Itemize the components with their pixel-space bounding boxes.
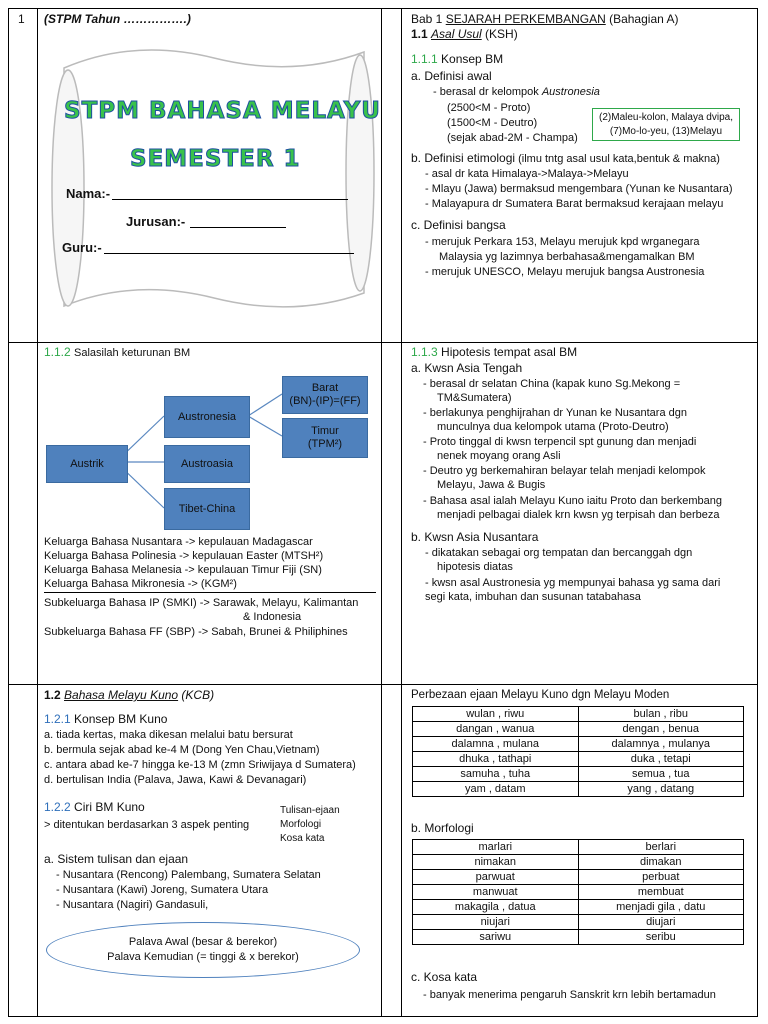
- moden-cell: bulan , ribu: [578, 707, 744, 722]
- moden-cell: berlari: [578, 840, 744, 855]
- section-title: Hipotesis tempat asal BM: [441, 345, 578, 359]
- section-1-1-2-heading: [44, 345, 190, 361]
- definisi-awal-line: (1500<M - Deutro): [447, 117, 538, 129]
- asia-tengah-line: Melayu, Jawa & Bugis: [437, 479, 546, 491]
- divider: [44, 592, 376, 593]
- grid-line: [8, 8, 758, 9]
- section-number: 1.2.1: [44, 712, 75, 726]
- etimologi-line: - asal dr kata Himalaya->Malaya->Melayu: [425, 168, 629, 180]
- section-1-1-1-heading: [411, 52, 503, 67]
- nama-line: [112, 199, 348, 200]
- jurusan-label: Jurusan:-: [126, 214, 186, 229]
- keluarga-line: Keluarga Bahasa Melanesia -> kepulauan Timur Fiji (SN): [44, 564, 322, 576]
- asia-nusantara-line: segi kata, imbuhan dan susunan tatabahasa: [425, 591, 641, 603]
- section-number: 1.2: [44, 688, 65, 702]
- section-number: 1.2.2: [44, 800, 75, 814]
- asia-nusantara-line: - dikatakan sebagai org tempatan dan bercanggah dgn: [425, 547, 693, 559]
- section-number: 1.1: [411, 27, 432, 41]
- node-austrik: Austrik: [46, 445, 128, 483]
- ellipse-line: Palava Kemudian (= tinggi & x berekor): [107, 951, 299, 963]
- section-title: Asal Usul: [431, 27, 482, 41]
- aspek-list: [280, 804, 340, 846]
- sistem-tulisan-line: - Nusantara (Rencong) Palembang, Sumatera Selatan: [56, 869, 321, 881]
- grid-line: [37, 8, 38, 1016]
- kuno-cell: dalamna , mulana: [413, 737, 579, 752]
- asia-tengah-line: - Deutro yg berkemahiran belayar telah menjadi kelompok: [423, 465, 706, 477]
- section-number: 1.1.3: [411, 345, 442, 359]
- sistem-tulisan-line: - Nusantara (Kawi) Joreng, Sumatera Utara: [56, 884, 269, 896]
- etimologi-line: - Mlayu (Jawa) bermaksud mengembara (Yunan ke Nusantara): [425, 183, 733, 195]
- table-row: [413, 722, 744, 737]
- kuno-cell: wulan , riwu: [413, 707, 579, 722]
- sistem-tulisan-heading: a. Sistem tulisan dan ejaan: [44, 852, 189, 866]
- cover-title: STPM BAHASA MELAYU: [64, 98, 381, 124]
- node-austroasia: Austroasia: [164, 445, 250, 483]
- palava-ellipse: [46, 922, 360, 978]
- definisi-awal-line: [433, 85, 600, 99]
- morfologi-table: [412, 839, 744, 945]
- asia-tengah-line: munculnya dua kelompok utama (Proto-Deutro): [437, 421, 669, 433]
- section-1-1-3-heading: [411, 345, 577, 360]
- asia-tengah-line: TM&Sumatera): [437, 392, 512, 404]
- table-row: [413, 782, 744, 797]
- grid-line: [381, 8, 382, 1016]
- bab-heading: [411, 12, 678, 27]
- asia-tengah-line: - berlakunya penghijrahan dr Yunan ke Nusantara dgn: [423, 407, 687, 419]
- grid-line: [8, 342, 758, 343]
- bab-suffix: (Bahagian A): [605, 12, 679, 26]
- section-suffix: (KCB): [178, 688, 215, 702]
- kuno-cell: nimakan: [413, 855, 579, 870]
- kuno-cell: yam , datam: [413, 782, 579, 797]
- definisi-awal-heading: a. Definisi awal: [411, 69, 492, 83]
- bab-title: SEJARAH PERKEMBANGAN: [445, 12, 606, 26]
- ejaan-table: [412, 706, 744, 797]
- nama-label: Nama:-: [66, 186, 111, 201]
- definisi-etimologi-heading: [411, 151, 720, 167]
- asia-nusantara-line: hipotesis diatas: [437, 561, 513, 573]
- node-timur: [282, 418, 368, 458]
- guru-line: [104, 253, 354, 254]
- grid-line: [8, 8, 9, 1016]
- grid-line: [8, 684, 758, 685]
- sistem-tulisan-line: - Nusantara (Nagiri) Gandasuli,: [56, 899, 209, 911]
- table-row: [413, 900, 744, 915]
- kuno-cell: parwuat: [413, 870, 579, 885]
- section-1-2-heading: [44, 688, 214, 703]
- text: - berasal dr kelompok: [433, 86, 542, 98]
- table-row: [413, 752, 744, 767]
- table-row: [413, 767, 744, 782]
- text: Austronesia: [541, 86, 600, 98]
- keluarga-line: Keluarga Bahasa Nusantara -> kepulauan Madagascar: [44, 536, 313, 548]
- kuno-cell: marlari: [413, 840, 579, 855]
- moden-cell: membuat: [578, 885, 744, 900]
- keluarga-line: Keluarga Bahasa Polinesia -> kepulauan Easter (MTSH²): [44, 550, 324, 562]
- asia-tengah-line: nenek moyang orang Asli: [437, 450, 561, 462]
- table-row: [413, 885, 744, 900]
- moden-cell: semua , tua: [578, 767, 744, 782]
- table-row: [413, 840, 744, 855]
- section-1-1-heading: [411, 27, 518, 42]
- kosa-kata-heading: c. Kosa kata: [411, 970, 478, 984]
- box-line: (7)Mo-lo-yeu, (13)Melayu: [609, 126, 723, 137]
- node-barat: [282, 376, 368, 414]
- node-austronesia: Austronesia: [164, 396, 250, 438]
- grid-line: [401, 8, 402, 1016]
- stpm-year: (STPM Tahun …………….): [44, 12, 191, 26]
- moden-cell: yang , datang: [578, 782, 744, 797]
- section-1-2-2-heading: [44, 800, 145, 815]
- moden-cell: menjadi gila , datu: [578, 900, 744, 915]
- asia-tengah-line: menjadi pelbagai dialek krn kwsn yg terpisah dan berbeza: [437, 509, 720, 521]
- bangsa-line: Malaysia yg lazimnya berbahasa&mengamalkan BM: [439, 251, 695, 263]
- kuno-cell: dangan , wanua: [413, 722, 579, 737]
- subkeluarga-line: & Indonesia: [243, 611, 302, 623]
- box-line: (2)Maleu-kolon, Malaya dvipa,: [599, 112, 733, 123]
- grid-line: [757, 8, 758, 1016]
- kuno-cell: niujari: [413, 915, 579, 930]
- asia-nusantara-heading: b. Kwsn Asia Nusantara: [411, 530, 539, 544]
- moden-cell: diujari: [578, 915, 744, 930]
- table-row: [413, 855, 744, 870]
- asia-nusantara-line: - kwsn asal Austronesia yg mempunyai bahasa yg sama dari: [425, 577, 721, 589]
- bangsa-line: - merujuk UNESCO, Melayu merujuk bangsa Austronesia: [425, 266, 705, 278]
- text: (TPM²): [307, 438, 343, 450]
- ellipse-line: Palava Awal (besar & berekor): [128, 936, 278, 948]
- table-row: [413, 707, 744, 722]
- table-row: [413, 870, 744, 885]
- asia-tengah-line: - berasal dr selatan China (kapak kuno Sg.Mekong =: [423, 378, 681, 390]
- section-title: Konsep BM Kuno: [74, 712, 168, 726]
- text: (ilmu tntg asal usul kata,bentuk & makna): [515, 153, 720, 165]
- asia-tengah-line: - Proto tinggal di kwsn terpencil spt gunung dan menjadi: [423, 436, 697, 448]
- aspek-item: Kosa kata: [280, 833, 325, 844]
- konsep-line: a. tiada kertas, maka dikesan melalui batu bersurat: [44, 729, 293, 741]
- table-row: [413, 737, 744, 752]
- grid-line: [8, 1016, 758, 1017]
- section-1-2-1-heading: [44, 712, 167, 727]
- text: Timur: [311, 425, 339, 437]
- moden-cell: dimakan: [578, 855, 744, 870]
- section-number: 1.1.1: [411, 52, 442, 66]
- node-tibet-china: Tibet-China: [164, 488, 250, 530]
- moden-cell: perbuat: [578, 870, 744, 885]
- subkeluarga-line: Subkeluarga Bahasa FF (SBP) -> Sabah, Brunei & Philiphines: [44, 626, 348, 638]
- bangsa-line: - merujuk Perkara 153, Melayu merujuk kpd wrganegara: [425, 236, 700, 248]
- guru-label: Guru:-: [62, 240, 102, 255]
- aspek-item: Tulisan-ejaan: [280, 805, 340, 816]
- jurusan-line: [190, 227, 286, 228]
- section-title: Salasilah keturunan BM: [74, 347, 191, 359]
- kuno-cell: manwuat: [413, 885, 579, 900]
- moden-cell: duka , tetapi: [578, 752, 744, 767]
- cover-subtitle: SEMESTER 1: [130, 146, 301, 172]
- section-title: Konsep BM: [441, 52, 504, 66]
- keluarga-line: Keluarga Bahasa Mikronesia -> (KGM²): [44, 578, 237, 590]
- perbezaan-title: Perbezaan ejaan Melayu Kuno dgn Melayu Moden: [411, 689, 670, 701]
- section-title: Bahasa Melayu Kuno: [64, 688, 179, 702]
- text: Barat: [311, 382, 339, 394]
- section-title: Ciri BM Kuno: [74, 800, 145, 814]
- definisi-awal-line: (sejak abad-2M - Champa): [447, 132, 578, 144]
- table-row: [413, 930, 744, 945]
- morfologi-heading: b. Morfologi: [411, 821, 474, 835]
- kuno-cell: dhuka , tathapi: [413, 752, 579, 767]
- name-history-box: [592, 108, 740, 141]
- definisi-awal-line: (2500<M - Proto): [447, 102, 531, 114]
- asia-tengah-heading: a. Kwsn Asia Tengah: [411, 361, 523, 375]
- moden-cell: seribu: [578, 930, 744, 945]
- row-number: 1: [18, 12, 25, 26]
- etimologi-line: - Malayapura dr Sumatera Barat bermaksud kerajaan melayu: [425, 198, 724, 210]
- table-row: [413, 915, 744, 930]
- section-number: 1.1.2: [44, 345, 75, 359]
- text: b. Definisi etimologi: [411, 151, 516, 165]
- moden-cell: dengan , benua: [578, 722, 744, 737]
- konsep-line: d. bertulisan India (Palava, Jawa, Kawi & Devanagari): [44, 774, 307, 786]
- moden-cell: dalamnya , mulanya: [578, 737, 744, 752]
- aspek-item: Morfologi: [280, 819, 322, 830]
- subkeluarga-line: Subkeluarga Bahasa IP (SMKI) -> Sarawak, Melayu, Kalimantan: [44, 597, 359, 609]
- kosa-kata-line: - banyak menerima pengaruh Sanskrit krn lebih bertamadun: [423, 989, 716, 1001]
- asia-tengah-line: - Bahasa asal ialah Melayu Kuno iaitu Proto dan berkembang: [423, 495, 723, 507]
- konsep-line: c. antara abad ke-7 hingga ke-13 M (zmn Sriwijaya d Sumatera): [44, 759, 356, 771]
- kuno-cell: samuha , tuha: [413, 767, 579, 782]
- konsep-line: b. bermula sejak abad ke-4 M (Dong Yen Chau,Vietnam): [44, 744, 320, 756]
- kuno-cell: sariwu: [413, 930, 579, 945]
- text: (BN)-(IP)=(FF): [289, 395, 361, 407]
- kuno-cell: makagila , datua: [413, 900, 579, 915]
- aspek-line: > ditentukan berdasarkan 3 aspek penting: [44, 819, 250, 831]
- bab-prefix: Bab 1: [411, 12, 446, 26]
- section-suffix: (KSH): [481, 27, 518, 41]
- definisi-bangsa-heading: c. Definisi bangsa: [411, 218, 506, 232]
